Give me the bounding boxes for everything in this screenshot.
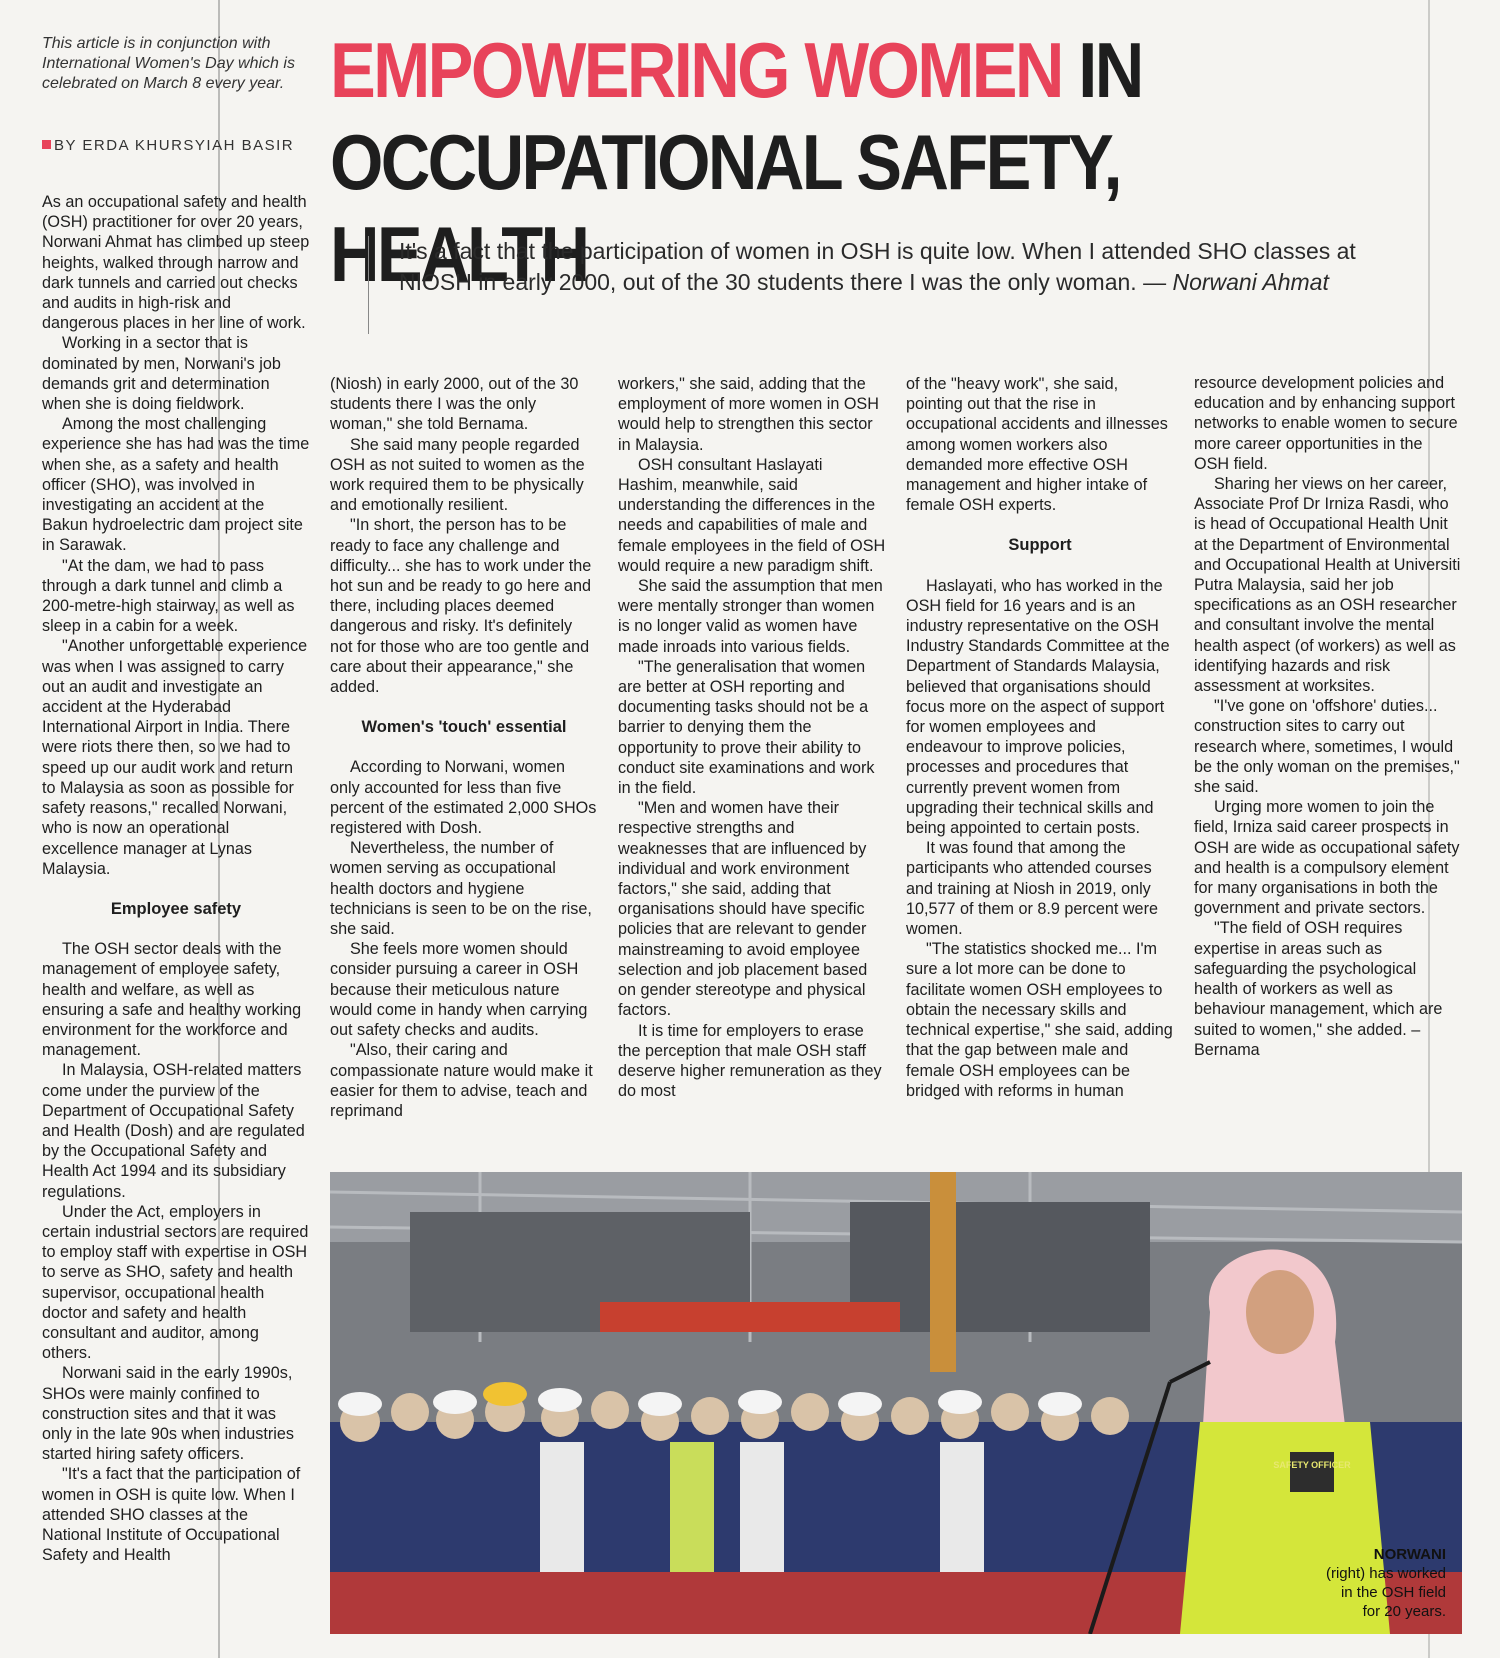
paragraph: "I've gone on 'offshore' duties... construction sites to carry out research where, sometimes, I would be the only woman on the premises," she said. [1194,697,1460,797]
paragraph: Sharing her views on her career, Associate Prof Dr Irniza Rasdi, who is head of Occupational Health Unit at the Department of Environmental and Occupational Health at Universiti Putra Malaysia, said her job specifications as an OSH researcher and consultant involve the mental health aspect (of workers) as well as identifying hazards and risk assessment at worksites. [1194,475,1461,696]
paragraph: Among the most challenging experience she has had was the time when she, as a safety and health officer (SHO), was involved in investigating an accident at the Bakun hydroelectric dam project site in Sarawak. [42,415,310,555]
paragraph: It is time for employers to erase the perception that male OSH staff deserve higher remuneration as they do most [618,1021,882,1101]
paragraph: Working in a sector that is dominated by men, Norwani's job demands grit and determination when she is doing fieldwork. [42,334,281,414]
paragraph: Haslayati, who has worked in the OSH field for 16 years and is an industry representative on the OSH Industry Standards Committee at the Department of Standards Malaysia, believed that organisations should focus more on the aspect of support for women employees and endeavour to improve policies, processes and procedures that currently prevent women from upgrading their technical skills and being appointed to certain posts. [906,576,1170,838]
paragraph: Norwani said in the early 1990s, SHOs were mainly confined to construction sites and that it was only in the late 90s when industries started hiring safety officers. [42,1364,294,1464]
article-column-2 [330,374,598,1121]
paragraph: "Men and women have their respective strengths and weaknesses that are influenced by individual and work environment factors," she said, adding that organisations should have specific policies that are relevant to gender mainstreaming to avoid employee selection and job placement based on gender stereotype and physical factors. [618,799,868,1020]
byline [42,136,302,155]
byline-marker-icon [42,140,51,149]
subheading-support: Support [1008,536,1072,555]
paragraph: "It's a fact that the participation of women in OSH is quite low. When I attended SHO classes at the National Institute of Occupational Safety and Health [42,1465,301,1565]
pull-quote-text: It's a fact that the participation of women in OSH is quite low. When I attended SHO classes at NIOSH in early 2000, out of the 30 students there I was the only woman. — [399,238,1356,295]
paragraph: Nevertheless, the number of women serving as occupational health doctors and hygiene technicians is seen to be on the rise, she said. [330,839,592,939]
paragraph: "Also, their caring and compassionate nature would make it easier for them to advise, teach and reprimand [330,1041,593,1120]
paragraph: "At the dam, we had to pass through a dark tunnel and climb a 200-metre-high stairway, as well as sleep in a cabin for a week. [42,556,295,636]
paragraph: She said the assumption that men were mentally stronger than women is no longer valid as women have made inroads into various fields. [618,577,883,656]
caption-line: in the OSH field [1340,1584,1446,1601]
paragraph: According to Norwani, women only accounted for less than five percent of the estimated 2,000 SHOs registered with Dosh. [330,758,597,838]
paragraph: (Niosh) in early 2000, out of the 30 students there I was the only woman," she told Bernama. [330,375,579,434]
article-column-3 [618,374,886,1101]
article-column-4 [906,374,1174,1101]
paragraph: "The field of OSH requires expertise in areas such as safeguarding the psychological health of workers as well as behaviour management, which are suited to women," she added. – Bernama [1194,919,1443,1059]
headline-highlight: EMPOWERING WOMEN [330,26,1062,114]
paragraph: resource development policies and education and by enhancing support networks to enable women to secure more career opportunities in the OSH field. [1194,374,1458,473]
paragraph: Urging more women to join the field, Irniza said career prospects in OSH are wide as occupational safety and health is a compulsory element for many organisations in both the government and private sectors. [1194,798,1460,918]
paragraph: Under the Act, employers in certain industrial sectors are required to employ staff with expertise in OSH to serve as SHO, safety and health supervisor, occupational health doctor and safety and health consultant and auditor, among others. [42,1202,309,1363]
subheading-womens-touch: Women's 'touch' essential [361,718,567,737]
paragraph: It was found that among the participants who attended courses and training at Niosh in 2019, only 10,577 of them or 8.9 percent were women. [906,839,1158,939]
paragraph: In Malaysia, OSH-related matters come under the purview of the Department of Occupational Safety and Health (Dosh) and are regulated by the Occupational Safety and Health Act 1994 and its subsidiary regulations. [42,1061,305,1201]
headline-connector: IN [1061,26,1142,114]
intro-note: This article is in conjunction with International Women's Day which is celebrated on March 8 every year. [42,35,295,92]
paragraph: As an occupational safety and health (OSH) practitioner for over 20 years, Norwani Ahmat has climbed up steep heights, walked through narrow and dark tunnels and carried out checks and audits in high-risk and dangerous places in her line of work. [42,193,310,333]
paragraph: "In short, the person has to be ready to face any challenge and difficulty... she has to work under the hot sun and be ready to go here and there, including places deemed dangerous and risky. It's definitely not for those who are too gentle and care about their appearance," she added. [330,516,592,697]
paragraph: "The statistics shocked me... I'm sure a lot more can be done to facilitate women OSH employees to obtain the necessary skills and technical expertise," she said, adding that the gap between male and female OSH employees can be bridged with reforms in human [906,940,1173,1100]
paragraph: "The generalisation that women are better at OSH reporting and documenting tasks should not be a barrier to denying them the opportunity to prove their ability to conduct site examinations and work in the field. [618,657,875,798]
pull-quote-attribution: Norwani Ahmat [1166,269,1329,295]
headline-line-1 [330,24,1351,116]
factory-crowd-illustration [330,1172,1462,1634]
subheading-employee-safety: Employee safety [110,899,242,918]
headline-line-2: OCCUPATIONAL SAFETY, HEALTH [330,118,1120,298]
paragraph: She said many people regarded OSH as not suited to women as the work required them to be physically and emotionally resilient. [330,435,585,515]
article-column-1 [42,192,310,1565]
paragraph: The OSH sector deals with the management of employee safety, health and welfare, as well as ensuring a safe and healthy working environment for the workforce and management. [42,940,302,1060]
paragraph: OSH consultant Haslayati Hashim, meanwhile, said understanding the differences in the needs and capabilities of male and female employees in the field of OSH would require a new paradigm shift. [618,455,886,575]
paragraph: "Another unforgettable experience was when I was assigned to carry out an audit and investigate an accident at the Hyderabad International Airport in India. There were riots there then, so we had to speed up our audit work and return to Malaysia as soon as possible for safety reasons," recalled Norwani, who is now an operational excellence manager at Lynas Malaysia. [42,637,308,878]
news-photo [330,1172,1462,1634]
photo-caption [1326,1545,1446,1621]
vest-label: SAFETY OFFICER [1273,1460,1351,1470]
caption-line: (right) has worked [1325,1565,1446,1582]
article-column-5 [1194,373,1462,1060]
pull-quote [368,236,1419,334]
paragraph: workers," she said, adding that the employment of more women in OSH would help to strengthen this sector in Malaysia. [618,375,879,454]
caption-line: for 20 years. [1362,1603,1446,1620]
paragraph: of the "heavy work", she said, pointing out that the rise in occupational accidents and illnesses among women workers also demanded more effective OSH management and higher intake of female OSH experts. [906,375,1168,515]
byline-text: BY ERDA KHURSYIAH BASIR [54,137,295,154]
caption-name: NORWANI [1373,1546,1446,1563]
paragraph: She feels more women should consider pursuing a career in OSH because their meticulous nature would come in handy when carrying out safety checks and audits. [330,940,588,1040]
